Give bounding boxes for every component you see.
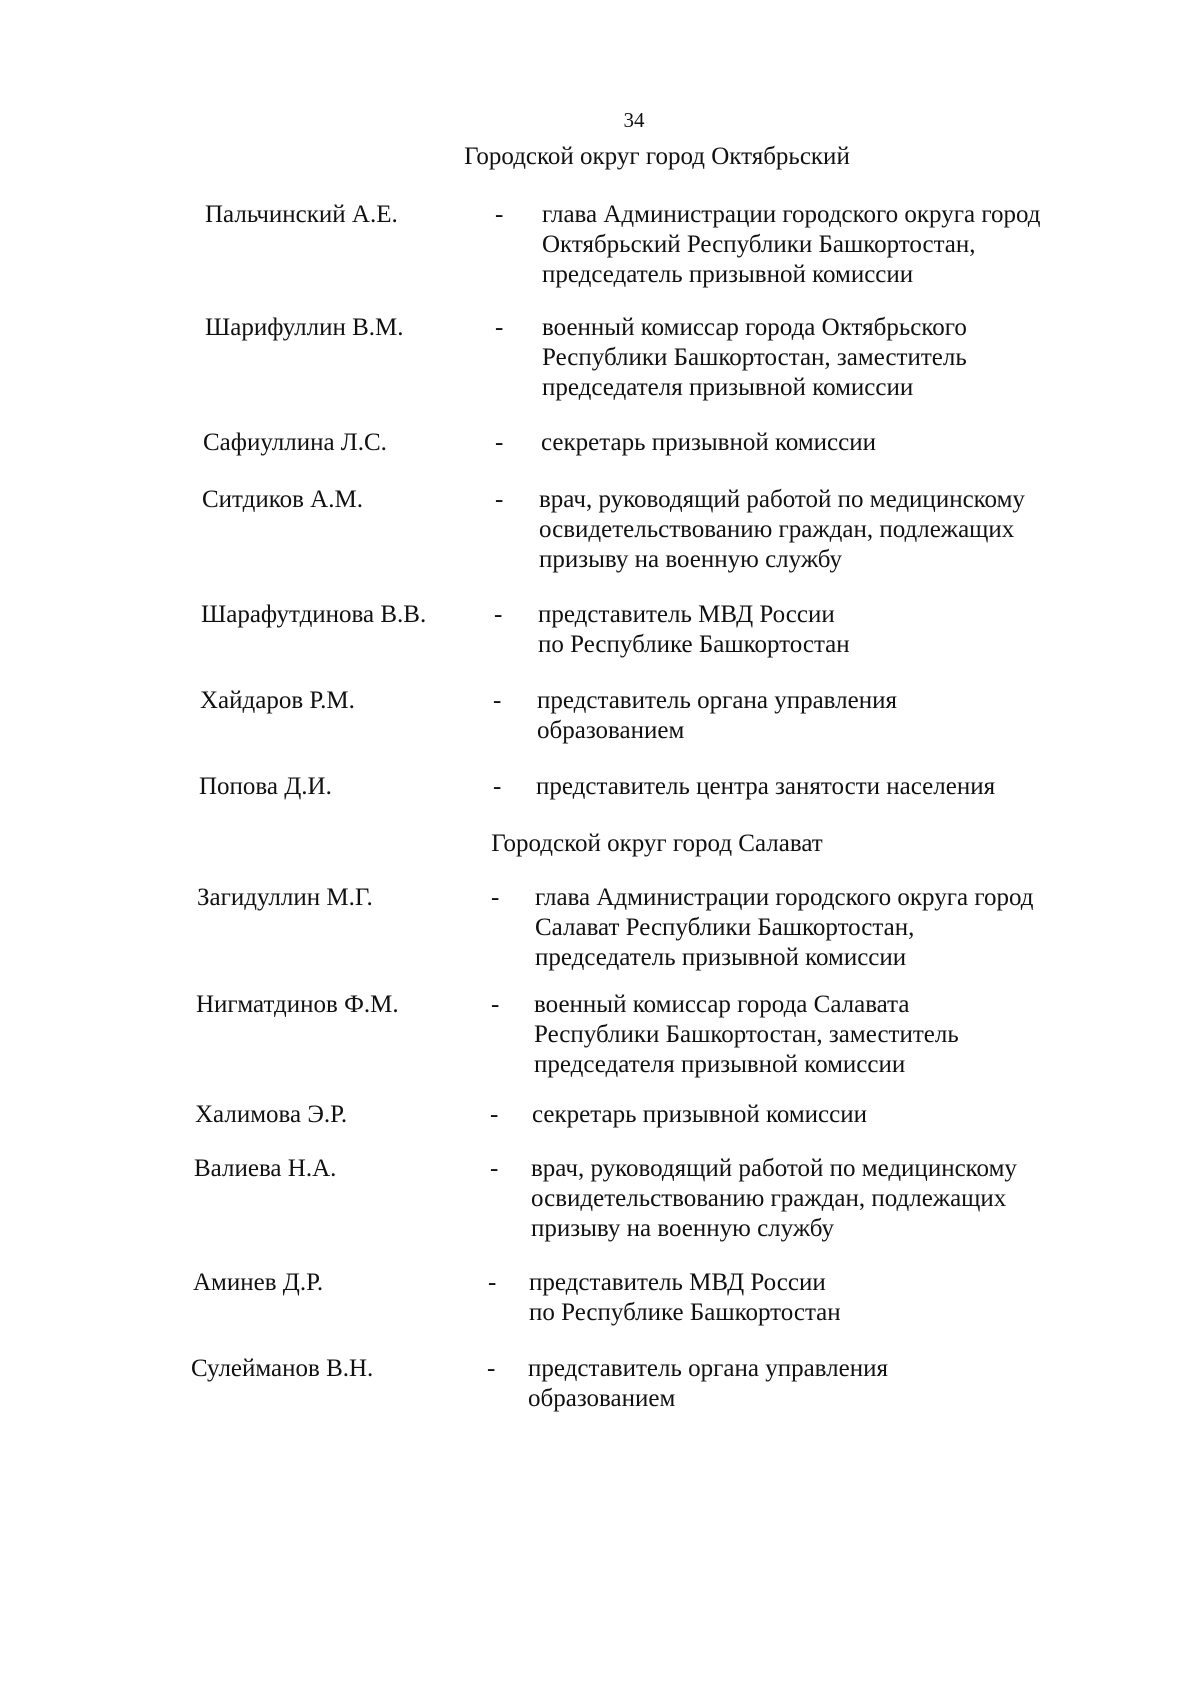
role-line: врач, руководящий работой по медицинскому <box>539 486 1025 513</box>
member-name: Ситдиков А.М. <box>202 486 363 513</box>
member-role <box>528 1354 888 1414</box>
dash: - <box>490 1155 499 1182</box>
role-line: Республики Башкортостан, заместитель <box>534 1021 959 1048</box>
member-role <box>529 1268 841 1328</box>
role-line: секретарь призывной комиссии <box>541 429 877 456</box>
role-line: призыву на военную службу <box>539 546 843 573</box>
role-line: председателя призывной комиссии <box>534 1051 906 1078</box>
member-name: Загидуллин М.Г. <box>197 884 373 911</box>
role-line: по Республике Башкортостан <box>538 631 850 658</box>
member-name: Шарифуллин В.М. <box>205 314 404 341</box>
role-line: представитель МВД России <box>529 1269 826 1296</box>
member-role <box>542 200 1040 290</box>
member-name: Пальчинский А.Е. <box>205 201 398 228</box>
member-name: Валиева Н.А. <box>194 1155 337 1182</box>
member-role <box>534 990 959 1080</box>
role-line: врач, руководящий работой по медицинскому <box>531 1155 1017 1182</box>
role-line: освидетельствованию граждан, подлежащих <box>531 1185 1007 1212</box>
role-line: призыву на военную службу <box>531 1215 835 1242</box>
member-name: Шарафутдинова В.В. <box>201 601 427 628</box>
role-line: представитель органа управления <box>528 1355 888 1382</box>
dash: - <box>491 884 500 911</box>
role-line: Октябрьский Республики Башкортостан, <box>542 231 976 258</box>
member-name: Хайдаров Р.М. <box>200 687 355 714</box>
role-line: секретарь призывной комиссии <box>532 1101 868 1128</box>
role-line: председателя призывной комиссии <box>542 374 914 401</box>
role-line: Салават Республики Башкортостан, <box>535 914 915 941</box>
member-name: Нигматдинов Ф.М. <box>196 991 399 1018</box>
role-line: председатель призывной комиссии <box>535 944 907 971</box>
role-line: глава Администрации городского округа город <box>535 884 1034 911</box>
dash: - <box>493 773 502 800</box>
member-role <box>535 883 1033 973</box>
member-role <box>538 600 850 660</box>
dash: - <box>495 201 504 228</box>
dash: - <box>493 687 502 714</box>
dash: - <box>491 991 500 1018</box>
page-number: 34 <box>623 108 645 132</box>
member-role <box>532 1100 867 1130</box>
member-role <box>541 428 876 458</box>
member-role <box>542 313 967 403</box>
dash: - <box>490 1101 499 1128</box>
section-title: Городской округ город Салават <box>491 830 823 857</box>
role-line: представитель центра занятости населения <box>536 773 996 800</box>
member-role <box>537 686 897 746</box>
role-line: образованием <box>537 717 685 744</box>
member-name: Аминев Д.Р. <box>193 1269 324 1296</box>
role-line: военный комиссар города Салавата <box>534 991 910 1018</box>
role-line: председатель призывной комиссии <box>542 261 914 288</box>
role-line: военный комиссар города Октябрьского <box>542 314 967 341</box>
member-name: Сафиуллина Л.С. <box>203 429 387 456</box>
member-role <box>539 485 1025 575</box>
role-line: освидетельствованию граждан, подлежащих <box>539 516 1015 543</box>
role-line: глава Администрации городского округа город <box>542 201 1041 228</box>
member-role <box>531 1154 1017 1244</box>
role-line: по Республике Башкортостан <box>529 1299 841 1326</box>
dash: - <box>487 1355 496 1382</box>
member-role <box>536 772 995 802</box>
dash: - <box>495 486 504 513</box>
role-line: образованием <box>528 1385 676 1412</box>
role-line: представитель МВД России <box>538 601 835 628</box>
member-name: Попова Д.И. <box>199 773 332 800</box>
section-title: Городской округ город Октябрьский <box>464 143 850 170</box>
dash: - <box>495 314 504 341</box>
member-name: Халимова Э.Р. <box>195 1101 348 1128</box>
dash: - <box>488 1269 497 1296</box>
role-line: Республики Башкортостан, заместитель <box>542 344 967 371</box>
dash: - <box>495 429 504 456</box>
dash: - <box>494 601 503 628</box>
member-name: Сулейманов В.Н. <box>191 1355 374 1382</box>
role-line: представитель органа управления <box>537 687 897 714</box>
